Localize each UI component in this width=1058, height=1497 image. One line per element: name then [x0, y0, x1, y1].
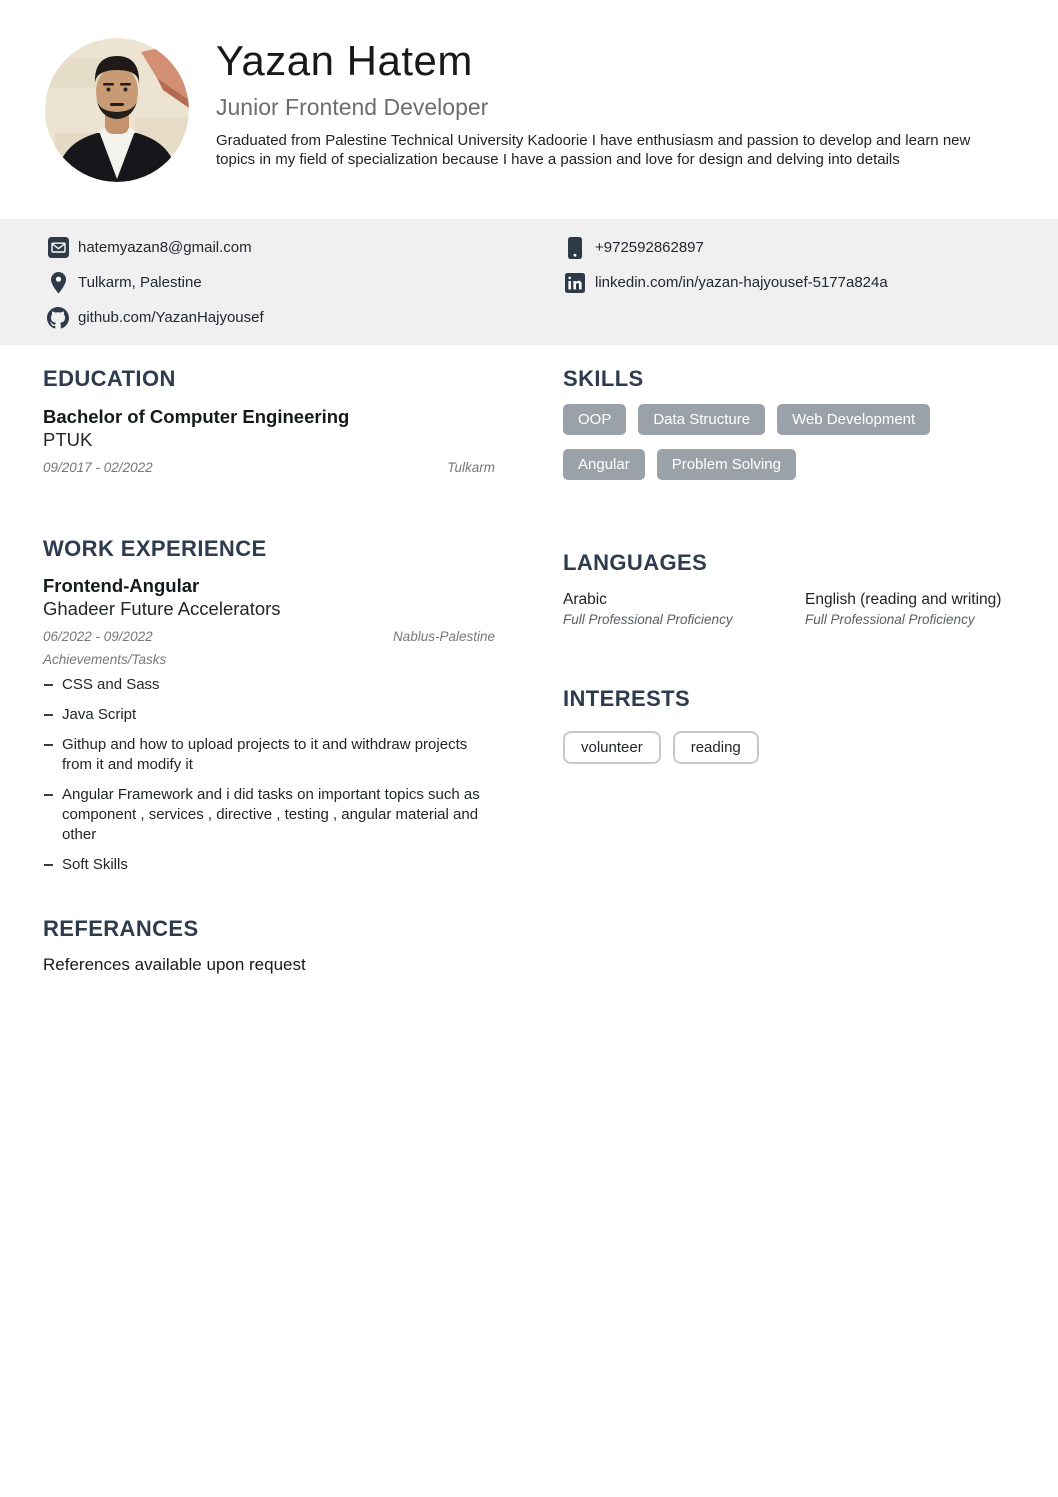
contact-phone[interactable]	[564, 230, 1058, 265]
achievement-item: Angular Framework and i did tasks on important topics such as component , services , directive , testing , angular material and other	[43, 785, 495, 845]
github-icon	[47, 307, 69, 329]
profile-photo-illustration	[45, 38, 189, 182]
email-value: hatemyazan8@gmail.com	[78, 239, 252, 256]
phone-value: +972592862897	[595, 239, 704, 256]
work-company: Ghadeer Future Accelerators	[43, 598, 281, 619]
education-dates: 09/2017 - 02/2022	[43, 460, 153, 475]
achievements-list	[43, 675, 495, 875]
github-value: github.com/YazanHajyousef	[78, 309, 264, 326]
references-text: References available upon request	[43, 955, 306, 974]
education-degree: Bachelor of Computer Engineering	[43, 406, 350, 427]
achievements-label: Achievements/Tasks	[43, 652, 167, 667]
languages-list	[563, 590, 1015, 628]
achievement-item: Soft Skills	[43, 855, 495, 875]
contact-github[interactable]	[47, 300, 564, 335]
language-item	[563, 590, 805, 628]
achievement-item: Java Script	[43, 705, 495, 725]
contact-left-column	[47, 230, 564, 335]
language-item	[805, 590, 1015, 628]
work-role: Frontend-Angular	[43, 575, 200, 596]
work-meta	[43, 629, 495, 645]
person-name: Yazan Hatem	[216, 37, 473, 84]
phone-icon	[564, 237, 586, 259]
skill-pill: Problem Solving	[657, 449, 796, 480]
education-school: PTUK	[43, 429, 93, 450]
languages-heading: LANGUAGES	[563, 550, 708, 575]
header	[0, 0, 1058, 219]
skills-heading: SKILLS	[563, 366, 644, 391]
contact-linkedin[interactable]	[564, 265, 1058, 300]
profile-summary: Graduated from Palestine Technical University Kadoorie I have enthusiasm and passion to develop and learn new topics in my field of specialization because I have a passion and love for design and delving into details	[216, 132, 971, 168]
left-column	[43, 366, 495, 976]
skill-pill: Data Structure	[638, 404, 765, 435]
contact-bar	[0, 219, 1058, 345]
education-heading: EDUCATION	[43, 366, 176, 391]
language-level: Full Professional Proficiency	[805, 612, 975, 627]
achievement-item: Githup and how to upload projects to it and withdraw projects from it and modify it	[43, 735, 495, 775]
location-value: Tulkarm, Palestine	[78, 274, 202, 291]
interest-tag: volunteer	[563, 731, 661, 764]
interests-list	[563, 731, 1015, 764]
linkedin-icon	[564, 273, 586, 293]
language-name: English (reading and writing)	[805, 591, 1002, 608]
header-text	[216, 36, 1006, 219]
achievement-item: CSS and Sass	[43, 675, 495, 695]
education-meta	[43, 460, 495, 476]
skills-list	[563, 404, 1015, 480]
skill-pill: Web Development	[777, 404, 930, 435]
references-heading: REFERANCES	[43, 916, 199, 941]
work-location: Nablus-Palestine	[392, 629, 495, 644]
map-pin-icon	[47, 272, 69, 294]
skill-pill: OOP	[563, 404, 626, 435]
skill-pill: Angular	[563, 449, 645, 480]
interest-tag: reading	[673, 731, 759, 764]
interests-heading: INTERESTS	[563, 686, 691, 711]
contact-location	[47, 265, 564, 300]
language-level: Full Professional Proficiency	[563, 612, 733, 627]
envelope-icon	[47, 237, 69, 258]
job-title: Junior Frontend Developer	[216, 94, 489, 120]
work-dates: 06/2022 - 09/2022	[43, 629, 153, 644]
linkedin-value: linkedin.com/in/yazan-hajyousef-5177a824a	[595, 274, 888, 291]
contact-right-column	[564, 230, 1058, 335]
work-experience-heading: WORK EXPERIENCE	[43, 536, 267, 561]
profile-photo	[45, 38, 189, 182]
language-name: Arabic	[563, 591, 607, 608]
main-content	[43, 366, 1015, 976]
contact-email[interactable]	[47, 230, 564, 265]
education-location: Tulkarm	[447, 460, 495, 475]
right-column	[563, 366, 1015, 976]
